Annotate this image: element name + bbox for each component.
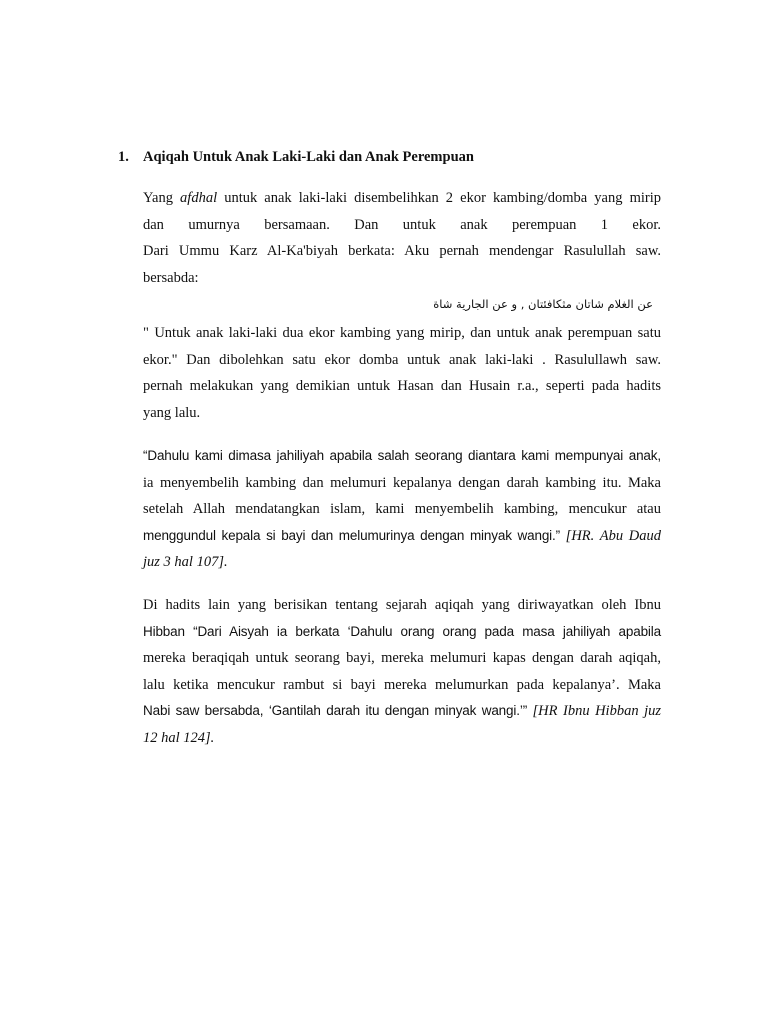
heading-title: Aqiqah Untuk Anak Laki-Laki dan Anak Perempuan xyxy=(143,149,474,165)
citation: [HR Ibnu Hibban juz xyxy=(532,703,661,719)
paragraph-line: ekor." Dan dibolehkan satu ekor domba untuk anak laki-laki . Rasulullawh saw. xyxy=(143,351,661,368)
text-span: untuk anak laki-laki disembelihkan 2 ekor kambing/domba yang mirip xyxy=(217,190,661,206)
section-heading xyxy=(118,147,678,167)
paragraph-line xyxy=(143,549,661,576)
text-span: Yang xyxy=(143,190,181,206)
citation: [HR. Abu Daud xyxy=(565,527,662,544)
paragraph-translation xyxy=(143,320,661,426)
text-span: Nabi saw bersabda, ‘Gantilah darah itu dengan minyak wangi.’” xyxy=(143,703,533,718)
paragraph-line: bersabda: xyxy=(143,269,199,286)
paragraph-line: mereka beraqiqah untuk seorang bayi, mereka melumuri kapas dengan darah aqiqah, xyxy=(143,650,661,666)
paragraph-line: Dari Ummu Karz Al-Ka'biyah berkata: Aku pernah mendengar Rasulullah saw. xyxy=(143,243,661,259)
paragraph-line: dan umurnya bersamaan. Dan untuk anak perempuan 1 ekor. xyxy=(143,216,661,233)
citation: 12 hal 124]. xyxy=(143,729,215,746)
paragraph-line: “Dahulu kami dimasa jahiliyah apabila salah seorang diantara kami mempunyai anak, xyxy=(143,448,661,463)
heading-number: 1. xyxy=(118,149,129,165)
paragraph-line: " Untuk anak laki-laki dua ekor kambing yang mirip, dan untuk anak perempuan satu xyxy=(143,325,661,341)
paragraph-line: lalu ketika mencukur rambut si bayi mereka melumurkan pada kepalanya’. Maka xyxy=(143,676,661,693)
text-span: menggundul kepala si bayi dan melumurinya dengan minyak wangi.” xyxy=(143,527,566,543)
paragraph-ibnu-hibban xyxy=(143,592,661,751)
paragraph-afdhal xyxy=(143,185,661,291)
paragraph-line: setelah Allah mendatangkan islam, kami menyembelih kambing, mencukur atau xyxy=(143,501,661,517)
citation: juz 3 hal 107]. xyxy=(143,554,228,570)
paragraph-line: yang lalu. xyxy=(143,404,201,421)
paragraph-line xyxy=(143,698,661,725)
paragraph-line xyxy=(143,725,661,752)
paragraph-line: ia menyembelih kambing dan melumuri kepalanya dengan darah kambing itu. Maka xyxy=(143,474,661,491)
paragraph-line xyxy=(143,523,661,550)
paragraph-line xyxy=(143,185,661,212)
paragraph-line: Hibban “Dari Aisyah ia berkata ‘Dahulu orang orang pada masa jahiliyah apabila xyxy=(143,623,661,639)
arabic-hadith: عن الغلام شاتان مثكافئتان , و عن الجارية شاة xyxy=(433,297,653,311)
paragraph-line: pernah melakukan yang demikian untuk Hasan dan Husain r.a., seperti pada hadits xyxy=(143,378,661,394)
paragraph-line: Di hadits lain yang berisikan tentang sejarah aqiqah yang diriwayatkan oleh Ibnu xyxy=(143,597,661,613)
italic-term: afdhal xyxy=(180,190,218,206)
paragraph-jahiliyah-quote xyxy=(143,443,661,576)
